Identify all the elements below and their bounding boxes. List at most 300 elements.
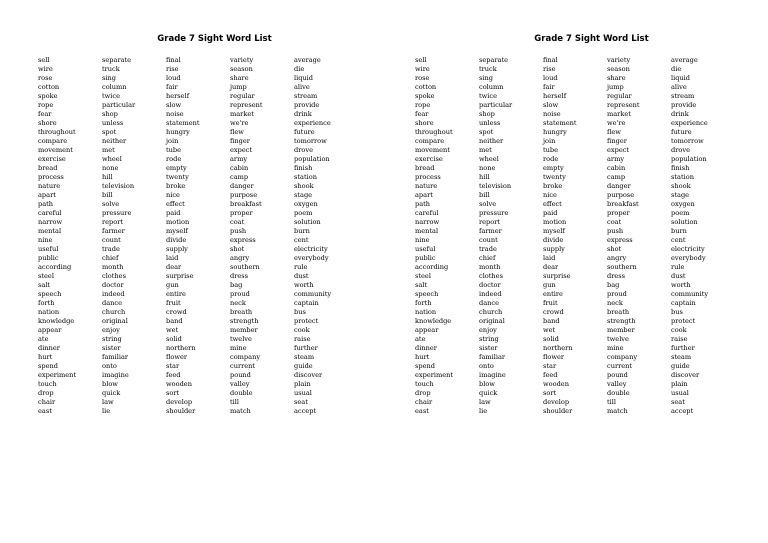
sight-word: movement [415,146,450,154]
sight-word: finish [294,164,313,172]
sight-word: useful [38,245,59,253]
sight-word: cent [294,236,309,244]
sight-word: speech [415,290,439,298]
sight-word: bread [38,164,58,172]
sight-word: wire [38,65,53,73]
sight-word: strength [230,317,259,325]
sight-word: rule [671,263,685,271]
sight-word: process [38,173,64,181]
sight-word: noise [166,110,184,118]
sight-word: final [166,56,181,64]
sight-word: particular [102,101,136,109]
sight-word: law [102,398,114,406]
sight-word: effect [543,200,562,208]
sight-word: dress [607,272,626,280]
sight-word: cabin [607,164,626,172]
sight-word: solution [294,218,321,226]
sight-word: imagine [102,371,129,379]
sight-word: dust [294,272,309,280]
sight-word: coat [230,218,245,226]
sight-word: count [479,236,498,244]
sight-word: alive [294,83,310,91]
sight-word: twelve [607,335,629,343]
sight-word: bread [415,164,435,172]
sight-word: season [607,65,630,73]
sight-word: proud [607,290,627,298]
sight-word: market [607,110,631,118]
sight-word: push [607,227,624,235]
sight-word: nice [166,191,180,199]
sight-word: worth [671,281,691,289]
sight-word: seat [294,398,308,406]
sight-word: nation [415,308,437,316]
sight-word: plain [294,380,311,388]
sight-word: flower [166,353,188,361]
sight-word: bus [294,308,306,316]
sight-word: month [479,263,501,271]
sight-word: string [479,335,499,343]
sight-word: sing [102,74,116,82]
sight-word: match [607,407,628,415]
sight-word: cotton [38,83,60,91]
sight-word: neck [230,299,246,307]
sight-word: apart [38,191,56,199]
sight-word: empty [543,164,564,172]
sight-word: angry [607,254,627,262]
sight-word: knowledge [38,317,75,325]
sight-word: breakfast [607,200,639,208]
sight-word: pound [230,371,251,379]
sight-word: trade [479,245,497,253]
sight-word: share [230,74,249,82]
sight-word: tube [166,146,182,154]
sight-word: current [607,362,633,370]
sight-word: finger [230,137,250,145]
sight-word: discover [294,371,323,379]
sight-word: throughout [38,128,76,136]
sheet-title: Grade 7 Sight Word List [534,34,649,44]
sight-word: hungry [166,128,190,136]
sight-word: knowledge [415,317,452,325]
sight-word: rope [38,101,54,109]
sight-word: average [671,56,698,64]
sight-word: valley [607,380,627,388]
sight-word: public [38,254,59,262]
sight-word: nature [38,182,61,190]
sight-word: further [294,344,318,352]
word-column [166,56,230,416]
sight-word: hurt [38,353,53,361]
sight-word: doctor [479,281,501,289]
sight-word: expect [230,146,253,154]
sight-word: express [607,236,633,244]
sight-word: oxygen [294,200,318,208]
sight-word: spoke [38,92,58,100]
sight-word: television [102,182,135,190]
sight-word: east [415,407,429,415]
sight-word: variety [607,56,631,64]
sight-word: band [166,317,183,325]
sight-word: represent [230,101,263,109]
sight-word: chief [479,254,496,262]
sight-word: dear [543,263,559,271]
sight-word: none [102,164,119,172]
sight-word: bag [607,281,620,289]
sight-word: bill [102,191,113,199]
sight-word: oxygen [671,200,695,208]
sight-word: match [230,407,251,415]
sight-word: star [166,362,180,370]
sight-word: double [607,389,630,397]
sight-word: wooden [166,380,192,388]
sight-word: captain [294,299,319,307]
sight-word: motion [166,218,190,226]
sight-word: worth [294,281,314,289]
sight-word: myself [543,227,565,235]
sight-word: truck [102,65,120,73]
word-column [294,56,358,416]
sight-word: broke [543,182,563,190]
sight-word: appear [38,326,62,334]
sight-word: shoulder [543,407,573,415]
sight-word: discover [671,371,700,379]
sight-word: member [230,326,258,334]
sight-word: flew [230,128,244,136]
sight-word: empty [166,164,187,172]
sight-word: twenty [166,173,189,181]
sight-word: dinner [415,344,437,352]
sight-word: ate [415,335,426,343]
sight-word: sell [38,56,50,64]
word-column [671,56,735,416]
sight-word: fear [38,110,52,118]
sight-word: neither [102,137,127,145]
sight-word: electricity [294,245,328,253]
sight-word: rode [166,155,182,163]
sight-word: east [38,407,52,415]
sight-word: steel [38,272,54,280]
sight-word: dance [479,299,499,307]
sight-word: pressure [102,209,132,217]
sight-word: enjoy [479,326,497,334]
sight-word: usual [671,389,689,397]
sight-word: column [102,83,127,91]
sight-word: quick [479,389,498,397]
sight-word: raise [294,335,311,343]
sight-word: effect [166,200,185,208]
sight-word: regular [607,92,632,100]
sight-word: army [607,155,625,163]
sight-word: fruit [543,299,558,307]
sight-word: apart [415,191,433,199]
sight-word: column [479,83,504,91]
sight-word: experience [671,119,708,127]
sight-word: onto [102,362,117,370]
sight-word: trade [102,245,120,253]
sight-word: wheel [102,155,122,163]
sight-word: mine [230,344,247,352]
sight-word: die [671,65,682,73]
sight-word: population [294,155,330,163]
sight-word: loud [166,74,181,82]
sight-word: southern [230,263,260,271]
sight-word: twenty [543,173,566,181]
sight-word: none [479,164,496,172]
sight-word: band [543,317,560,325]
word-column [543,56,607,416]
sight-word: everybody [671,254,706,262]
sight-word: herself [166,92,190,100]
sight-word: salt [38,281,51,289]
sight-word: twelve [230,335,252,343]
sight-word: surprise [166,272,194,280]
sight-word: entire [543,290,563,298]
sight-word: everybody [294,254,329,262]
sight-word: separate [102,56,132,64]
sight-word: shook [671,182,691,190]
sight-word: jump [607,83,624,91]
sight-word: sister [479,344,498,352]
sight-word: gun [543,281,556,289]
sight-word: flew [607,128,621,136]
sight-word: salt [415,281,428,289]
sight-word: coat [607,218,622,226]
sight-word: steam [294,353,315,361]
sight-word: till [607,398,616,406]
sight-word: burn [671,227,687,235]
sight-word: unless [102,119,124,127]
sight-word: string [102,335,122,343]
sight-word: stream [294,92,318,100]
sight-word: dance [102,299,122,307]
sight-word: forth [415,299,432,307]
sight-word: protect [671,317,696,325]
sight-word: provide [294,101,320,109]
sight-word: join [543,137,556,145]
sight-word: dress [230,272,249,280]
sight-word: particular [479,101,513,109]
word-list-sheet-right [415,34,745,416]
sight-word: poem [671,209,690,217]
sheet-title: Grade 7 Sight Word List [157,34,272,44]
sight-word: accept [294,407,317,415]
sight-word: nine [415,236,430,244]
sight-word: average [294,56,321,64]
sight-word: mental [38,227,62,235]
sight-word: captain [671,299,696,307]
sight-word: chair [38,398,56,406]
sight-word: spend [415,362,435,370]
sight-word: speech [38,290,62,298]
sight-word: touch [415,380,434,388]
sight-word: drop [415,389,431,397]
sight-word: according [415,263,449,271]
sight-word: law [479,398,491,406]
sight-word: sort [166,389,180,397]
sight-word: final [543,56,558,64]
sight-word: we're [607,119,626,127]
sight-word: solve [479,200,497,208]
sight-word: report [479,218,501,226]
sight-word: indeed [102,290,125,298]
sight-word: push [230,227,247,235]
sight-word: company [607,353,638,361]
sight-word: alive [671,83,687,91]
sight-word: neither [479,137,504,145]
sight-word: poem [294,209,313,217]
sight-word: cotton [415,83,437,91]
sight-word: purpose [607,191,635,199]
sight-word: wire [415,65,430,73]
sight-word: dust [671,272,686,280]
sight-word: bag [230,281,243,289]
sight-word: guide [294,362,313,370]
sight-word: spot [479,128,494,136]
sight-word: church [479,308,503,316]
sight-word: compare [415,137,445,145]
sight-word: solid [166,335,182,343]
sight-word: camp [607,173,626,181]
sight-word: cabin [230,164,249,172]
sight-word: finger [607,137,627,145]
sight-word: jump [230,83,247,91]
sight-word: broke [166,182,186,190]
sight-word: exercise [38,155,66,163]
sight-word: double [230,389,253,397]
sight-word: breath [607,308,630,316]
sight-word: stream [671,92,695,100]
sight-word: rope [415,101,431,109]
sight-word: loud [543,74,558,82]
sight-word: feed [166,371,181,379]
sight-word: bus [671,308,683,316]
sight-word: population [671,155,707,163]
sight-word: regular [230,92,255,100]
sight-word: expect [607,146,630,154]
sight-word: liquid [671,74,691,82]
sight-word: shop [102,110,118,118]
sight-word: quick [102,389,121,397]
sight-word: community [294,290,332,298]
sight-word: nature [415,182,438,190]
sight-word: statement [166,119,200,127]
sight-word: breakfast [230,200,262,208]
sight-word: steam [671,353,692,361]
sight-word: guide [671,362,690,370]
sight-word: supply [166,245,188,253]
sight-word: provide [671,101,697,109]
sight-word: future [671,128,692,136]
sight-word: original [479,317,505,325]
sight-word: pound [607,371,628,379]
sight-word: we're [230,119,249,127]
sight-word: nice [543,191,557,199]
sight-word: statement [543,119,577,127]
sight-word: shore [38,119,57,127]
sight-word: rode [543,155,559,163]
sight-word: raise [671,335,688,343]
sight-word: farmer [479,227,502,235]
word-column [38,56,102,416]
sight-word: clothes [479,272,503,280]
sight-word: army [230,155,248,163]
sight-word: careful [38,209,62,217]
sight-word: shoulder [166,407,196,415]
sight-word: unless [479,119,501,127]
sight-word: fruit [166,299,181,307]
sight-word: surprise [543,272,571,280]
sight-word: wet [543,326,556,334]
sight-word: station [294,173,317,181]
sight-word: touch [38,380,57,388]
sight-word: imagine [479,371,506,379]
sight-word: variety [230,56,254,64]
sight-word: mine [607,344,624,352]
sight-word: familiar [102,353,129,361]
sight-word: feed [543,371,558,379]
sight-word: valley [230,380,250,388]
sight-word: rise [543,65,556,73]
sight-word: company [230,353,261,361]
sight-word: familiar [479,353,506,361]
sight-word: church [102,308,126,316]
sight-word: pressure [479,209,509,217]
sight-word: fair [166,83,178,91]
sight-word: burn [294,227,310,235]
sight-word: paid [543,209,558,217]
sight-word: develop [166,398,193,406]
sight-word: finish [671,164,690,172]
sight-word: hill [479,173,490,181]
sight-word: flower [543,353,565,361]
sight-word: twice [102,92,120,100]
sight-word: onto [479,362,494,370]
sight-word: star [543,362,557,370]
sight-word: shore [415,119,434,127]
sight-word: electricity [671,245,705,253]
sight-word: northern [543,344,573,352]
sight-word: chief [102,254,119,262]
sight-word: tomorrow [294,137,327,145]
sight-word: solid [543,335,559,343]
sight-word: tomorrow [671,137,704,145]
sight-word: path [415,200,431,208]
sight-word: throughout [415,128,453,136]
sight-word: met [479,146,492,154]
sight-word: southern [607,263,637,271]
sight-word: wooden [543,380,569,388]
sight-word: ate [38,335,49,343]
sight-word: rule [294,263,308,271]
sight-word: represent [607,101,640,109]
sight-word: shop [479,110,495,118]
sight-word: current [230,362,256,370]
word-column [607,56,671,416]
sight-word: chair [415,398,433,406]
sight-word: nine [38,236,53,244]
sight-word: shook [294,182,314,190]
sight-word: enjoy [102,326,120,334]
sight-word: farmer [102,227,125,235]
sight-word: sister [102,344,121,352]
sight-word: steel [415,272,431,280]
sight-word: proper [230,209,253,217]
word-column [230,56,294,416]
sight-word: sing [479,74,493,82]
sight-word: fair [543,83,555,91]
sight-word: drink [294,110,312,118]
sight-word: breath [230,308,253,316]
